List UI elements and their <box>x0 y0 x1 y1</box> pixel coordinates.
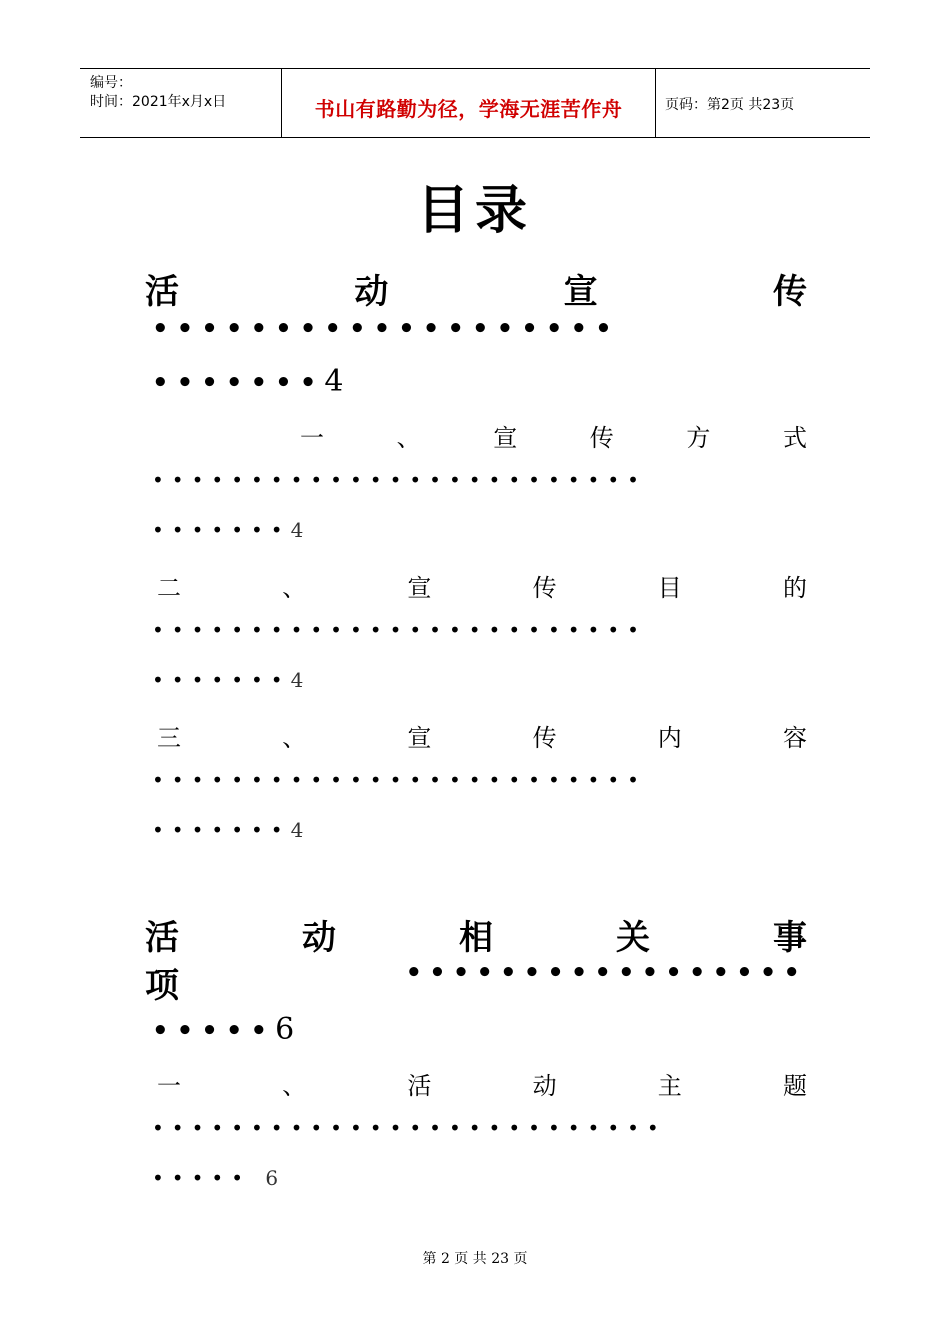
toc-char: 内 <box>657 724 682 752</box>
toc-leader-dots: ••••••••••••••••• <box>405 958 807 988</box>
toc-char: 相 <box>459 918 493 958</box>
toc-leader-dots: •••••6 <box>152 1012 295 1047</box>
header-page-cell <box>655 69 870 137</box>
toc-char: 一 <box>300 424 324 452</box>
toc-page-number: 6 <box>275 1012 295 1047</box>
toc-char: 传 <box>589 424 614 452</box>
time-label: 时间：2021年x月x日 <box>90 94 227 110</box>
toc-item-1-3[interactable] <box>157 718 807 753</box>
toc-leader-dots: •••••••••••••••••••••••••• <box>152 1116 667 1140</box>
toc-char: 传 <box>772 272 807 312</box>
toc-leader-dots: ••••••••••••••••••••••••• <box>152 768 647 792</box>
toc-char: 动 <box>354 272 389 312</box>
toc-section-2-heading[interactable] <box>145 910 807 959</box>
toc-page-number: 4 <box>324 364 344 399</box>
toc-char: 宣 <box>407 724 432 752</box>
toc-section-1-heading[interactable] <box>145 264 807 313</box>
toc-leader-dots: ••••••••••••••••••••••••• <box>152 468 647 492</box>
toc-page-number: 6 <box>265 1166 279 1190</box>
toc-char: 动 <box>532 1072 557 1100</box>
toc-char: 宣 <box>407 574 432 602</box>
toc-section-2-wrap <box>145 958 807 1007</box>
toc-char: 宣 <box>493 424 518 452</box>
toc-char: 事 <box>773 918 807 958</box>
toc-char: 活 <box>407 1072 432 1100</box>
toc-char: 、 <box>282 724 307 752</box>
toc-item-2-1[interactable] <box>157 1066 807 1101</box>
toc-char: 式 <box>782 424 807 452</box>
toc-char: 容 <box>782 724 807 752</box>
toc-char: 项 <box>145 966 179 1006</box>
page-footer: 第 2 页 共 23 页 <box>422 1251 528 1267</box>
toc-item-1-1[interactable] <box>300 418 807 453</box>
toc-page-number: 4 <box>290 518 304 542</box>
toc-char: 、 <box>396 424 421 452</box>
toc-char: 的 <box>782 574 807 602</box>
toc-leader-dots: ••••• 6 <box>152 1166 279 1190</box>
toc-char: 主 <box>657 1072 682 1100</box>
toc-leader-dots: ••••••••••••••••••• <box>152 314 620 344</box>
toc-char: 三 <box>157 724 181 752</box>
toc-leader-dots: •••••••4 <box>152 668 304 692</box>
toc-leader-dots: •••••••4 <box>152 818 304 842</box>
toc-char: 活 <box>145 272 179 312</box>
toc-page-number: 4 <box>290 668 304 692</box>
toc-leader-dots: ••••••••••••••••••••••••• <box>152 618 647 642</box>
page-info: 页码：第2页 共23页 <box>665 97 795 113</box>
toc-char: 目 <box>657 574 682 602</box>
toc-char: 宣 <box>563 272 598 312</box>
serial-label: 编号： <box>90 75 132 91</box>
toc-char: 、 <box>282 574 307 602</box>
toc-title: 目录 <box>416 181 533 241</box>
toc-leader-dots: •••••••4 <box>152 518 304 542</box>
toc-item-1-2[interactable] <box>157 568 807 603</box>
page-header <box>80 68 870 138</box>
header-meta-cell <box>80 69 281 137</box>
header-motto-cell <box>281 69 656 137</box>
toc-char: 方 <box>686 424 711 452</box>
motto-text: 书山有路勤为径，学海无涯苦作舟 <box>314 97 623 121</box>
toc-char: 活 <box>145 918 179 958</box>
toc-char: 、 <box>282 1072 307 1100</box>
toc-char: 题 <box>782 1072 807 1100</box>
toc-page-number: 4 <box>290 818 304 842</box>
toc-char: 二 <box>157 574 181 602</box>
toc-leader-dots: •••••••4 <box>152 364 344 399</box>
toc-char: 关 <box>616 918 650 958</box>
toc-char: 动 <box>302 918 336 958</box>
toc-char: 传 <box>532 724 557 752</box>
toc-char: 一 <box>157 1072 181 1100</box>
toc-char: 传 <box>532 574 557 602</box>
